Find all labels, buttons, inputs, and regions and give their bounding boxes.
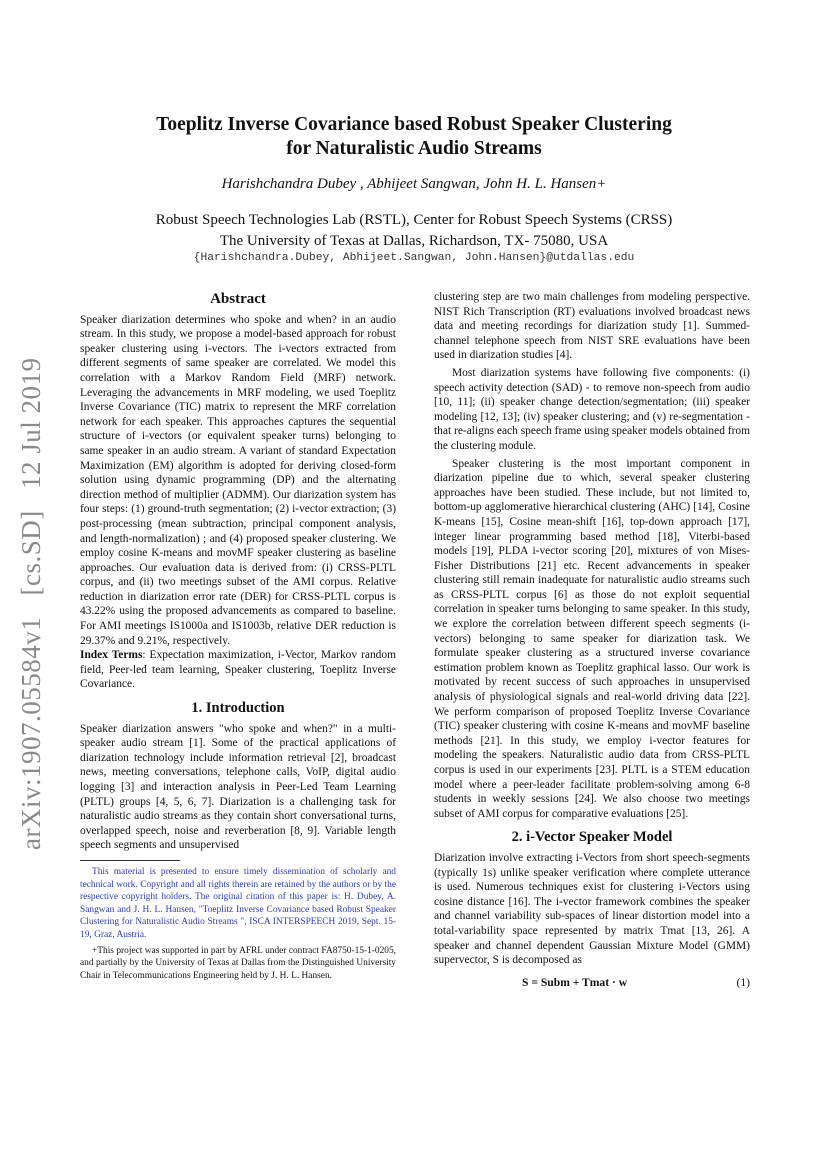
footnote-divider bbox=[80, 860, 180, 861]
equation-body: S = Subm + Tmat · w bbox=[522, 975, 628, 989]
affiliation-line-1: Robust Speech Technologies Lab (RSTL), Center for Robust Speech Systems (CRSS) bbox=[155, 212, 673, 228]
arxiv-stamp bbox=[16, 50, 56, 850]
footnote-copyright[interactable]: This material is presented to ensure timely dissemination of scholarly and technical work. Copyright and all rights therein are retained by the authors or by the respective copyright holders. The original citation of this paper is: H. Dubey, A. Sangwan and J. H. L. Hansen, "Toeplitz Inverse Covariance based Robust Speaker Clustering for Naturalistic Audio Streams ", ISCA INTERSPEECH 2019, Sept. 15-19, Graz, Austria. bbox=[80, 866, 396, 940]
right-paragraph-4: Diarization involve extracting i-Vectors from short speech-segments (typically 1s) unlike speaker verification where complete utterance is used. Numerous techniques exist for clustering i-Vectors using cosine distance [16]. The i-vector framework combines the speaker and channel variability sub-spaces of linear distortion model into a total-variability space represented by matrix Tmat [13, 26]. A speaker and channel dependent Gaussian Mixture Model (GMM) supervector, S is decomposed as bbox=[434, 851, 750, 967]
affiliation bbox=[0, 210, 828, 252]
title-line-1: Toeplitz Inverse Covariance based Robust Speaker Clustering bbox=[156, 114, 672, 135]
right-paragraph-2: Most diarization systems have following five components: (i) speech activity detection (SAD) - to remove non-speech from audio [10, 11]; (ii) speaker change detection/segmentation; (iii) speaker modeling [12, 13]; (iv) speaker clustering; and (v) re-segmentation - that re-aligns each speech frame using speaker models obtained from the clustering module. bbox=[434, 366, 751, 452]
arxiv-category: [cs.SD] bbox=[16, 510, 46, 596]
authors: Harishchandra Dubey , Abhijeet Sangwan, John H. L. Hansen+ bbox=[221, 176, 607, 192]
arxiv-date: 12 Jul 2019 bbox=[16, 357, 46, 490]
left-column bbox=[80, 288, 396, 982]
intro-heading: 1. Introduction bbox=[191, 700, 285, 717]
right-paragraph-1: clustering step are two main challenges from modeling perspective. NIST Rich Transcription (RT) evaluations involved broadcast news data and meeting recordings for diarization study [1]. Summed-channel telephone speech from NIST SRE evaluations have been used in diarization studies [4]. bbox=[434, 291, 750, 362]
abstract-text: Speaker diarization determines who spoke and when? in an audio stream. In this study, we propose a model-based approach for robust speaker clustering using i-vectors. The i-vectors extracted from different segments of same speaker are correlated. We model this correlation with a Markov Random Field (MRF) network. Leveraging the advancements in MRF modeling, we used Toeplitz Inverse Covariance (TIC) matrix to represent the MRF correlation network for each speaker. This approaches captures the sequential structure of i-vectors (or equivalent speaker turns) belonging to same speaker in an audio stream. A variant of standard Expectation Maximization (EM) algorithm is adopted for deriving closed-form solution using dynamic programming (DP) and the alternating direction method of multiplier (ADMM). Our diarization system has four steps: (1) ground-truth segmentation; (2) i-vector extraction; (3) post-processing (mean subtraction, principal component analysis, and length-normalization) ; and (4) proposed speaker clustering. We employ cosine K-means and movMF speaker clustering as baseline approaches. Our evaluation data is derived from: (i) CRSS-PLTL corpus, and (ii) two meetings subset of the AMI corpus. Relative reduction in diarization error rate (DER) for CRSS-PLTL corpus is 43.22% using the proposed advancements as compared to baseline. For AMI meetings IS1000a and IS1003b, relative DER reduction is 29.37% and 9.21%, respectively. bbox=[80, 313, 396, 647]
footnote-funding: +This project was supported in part by AFRL under contract FA8750-15-1-0205, and partially by the University of Texas at Dallas from the Distinguished University Chair in Telecommunications Engineering held by J. H. L. Hansen. bbox=[80, 945, 396, 981]
arxiv-id: arXiv:1907.05584v1 bbox=[16, 616, 46, 850]
author-emails: {Harishchandra.Dubey, Abhijeet.Sangwan, John.Hansen}@utdallas.edu bbox=[193, 252, 635, 264]
title-line-2: for Naturalistic Audio Streams bbox=[286, 138, 542, 159]
index-terms-label: Index Terms bbox=[80, 649, 143, 662]
paper-title bbox=[0, 113, 828, 161]
right-paragraph-3: Speaker clustering is the most important component in diarization pipeline due to which, several speaker clustering approaches have been studied. These include, but not limited to, bottom-up agglomerative hierarchical clustering (AHC) [14], Cosine K-means [15], Cosine mean-shift [16], top-down approach [17], integer linear programming based method [18], Viterbi-based models [19], PLDA i-vector scoring [20], mixtures of von Mises-Fisher Distributions [21] etc. Recent advancements in speaker clustering still remain inadequate for naturalistic audio streams such as CRSS-PLTL corpus [6] as those do not exploit sequential correlation in speaker turns belonging to same speaker. In this study, we explore the correlation between different speech segments (i-vectors) belonging to same speaker for diarization task. We formulate speaker clustering as a structured inverse covariance estimation problem known as Toeplitz graphical lasso. Our work is motivated by recent success of such approaches in unsupervised analysis of physiological signals and real-world driving data [22]. We perform comparison of proposed Toeplitz Inverse Covariance (TIC) speaker clustering with cosine K-means and movMF baseline methods [21]. In this study, we employ i-vector features for modeling the speakers. Naturalistic audio data from CRSS-PLTL corpus is used in our experiments [23]. PLTL is a STEM education model where a peer-leader facilitate problem-solving among 6-8 students in weekly sessions [24]. We also choose two meetings subset of AMI corpus for comparative evaluations [25]. bbox=[434, 457, 750, 820]
affiliation-line-2: The University of Texas at Dallas, Richardson, TX- 75080, USA bbox=[219, 233, 609, 249]
index-terms-text: : Expectation maximization, i-Vector, Markov random field, Peer-led team learning, Speaker clustering, Toeplitz Inverse Covariance. bbox=[80, 649, 396, 691]
section-2-heading: 2. i-Vector Speaker Model bbox=[511, 829, 673, 846]
index-terms bbox=[80, 648, 396, 692]
intro-text: Speaker diarization answers "who spoke and when?" in a multi-speaker audio stream [1]. Some of the practical applications of diarization technology include information retrieval [2], broadcast news, meeting conversations, telephone calls, VoIP, digital audio logging [3] and interaction analysis in Peer-Led Team Learning (PLTL) groups [4, 5, 6, 7]. Diarization is a challenging task for naturalistic audio streams as they contain short conversational turns, overlapped speech, noise and reverberation [8, 9]. Variable length speech segments and unsupervised bbox=[80, 722, 396, 852]
equation-1 bbox=[434, 974, 750, 996]
right-column bbox=[434, 290, 750, 996]
equation-number: (1) bbox=[736, 975, 750, 989]
abstract-heading: Abstract bbox=[210, 291, 266, 307]
